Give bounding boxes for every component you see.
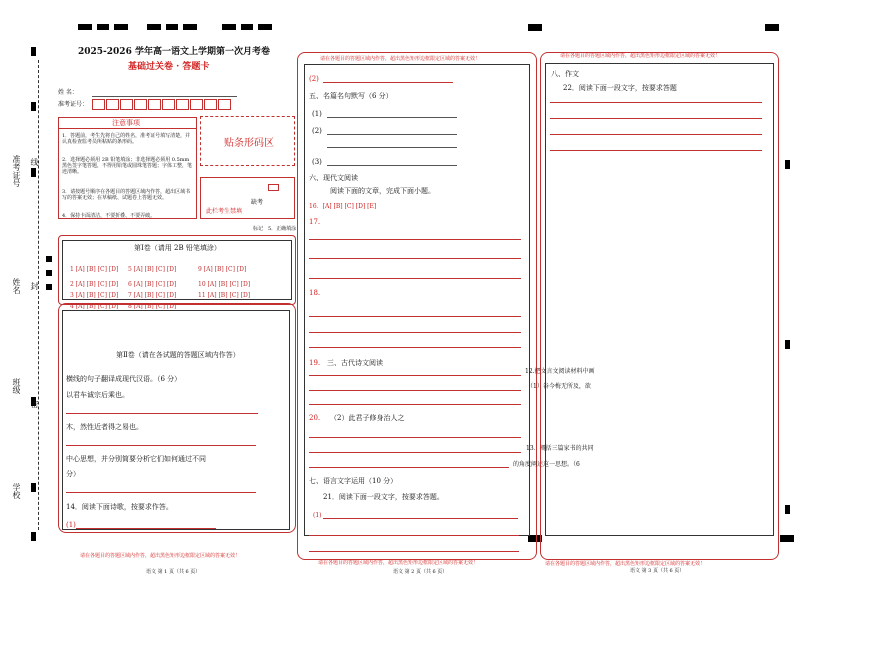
side-line-label: 线 xyxy=(30,158,39,166)
registration-mark xyxy=(528,24,542,31)
registration-mark xyxy=(46,284,52,290)
barcode-label: 贴条形码区 xyxy=(224,138,274,149)
q-19-label: 19. xyxy=(309,359,321,367)
q-17-label: 17. xyxy=(309,218,321,226)
name-label: 姓 名： xyxy=(58,89,78,96)
answer-line[interactable] xyxy=(309,390,521,391)
notice-item: 3．请按题号顺序在各题目的答题区域内作答，超出区域书写的答案无效；在草稿纸、试题卷上答题无效。 xyxy=(62,189,191,201)
side-class-label: 班级 xyxy=(12,378,21,394)
page-title: 2025-2026 学年高一语文上学期第一次月考卷 xyxy=(78,47,270,57)
registration-mark xyxy=(785,340,790,349)
registration-mark xyxy=(97,24,109,30)
registration-mark xyxy=(31,168,36,177)
composition-line[interactable] xyxy=(550,150,762,151)
q-20-text: （2）此君子修身治人之 xyxy=(330,414,405,422)
recite-item-1: (1) xyxy=(312,110,322,118)
side-seal-label: 封 xyxy=(30,282,39,290)
exam-id-grid[interactable] xyxy=(92,99,232,110)
composition-line[interactable] xyxy=(550,118,762,119)
answer-line[interactable] xyxy=(309,551,519,552)
registration-mark xyxy=(114,24,128,30)
answer-line[interactable] xyxy=(327,165,457,166)
choice-row[interactable]: 11 [A] [B] [C] [D] xyxy=(198,292,251,299)
registration-mark xyxy=(765,24,779,31)
question-text: 以君车诚宗后乘也。 xyxy=(66,391,129,399)
choice-row[interactable]: 1 [A] [B] [C] [D] xyxy=(70,266,119,273)
page3-warning-bottom: 请在各题目的答题区域内作答，超出黑色矩形边框限定区域的答案无效！ xyxy=(545,561,706,567)
answer-line[interactable] xyxy=(327,134,457,135)
answer-line[interactable] xyxy=(66,445,256,446)
notice-item: 4．保持卡面清洁，不要折叠、不要弄破。 xyxy=(62,213,156,219)
answer-line[interactable] xyxy=(309,452,521,453)
answer-line[interactable] xyxy=(309,437,521,438)
registration-mark xyxy=(31,532,36,541)
notice-item: 2．选择题必须用 2B 铅笔填涂；非选择题必须用 0.5mm 黑色签字笔答题，不得用铅笔或圆珠笔答题；字体工整，笔迹清晰。 xyxy=(62,157,193,175)
name-field[interactable] xyxy=(92,96,237,97)
q-16-choices[interactable]: 16．[A] [B] [C] [D] [E] xyxy=(309,203,377,210)
answer-line[interactable] xyxy=(309,535,519,536)
q-2-label: (2) xyxy=(309,75,319,83)
page-subtitle: 基础过关卷 · 答题卡 xyxy=(128,62,210,72)
notice-item: 1．答题前，考生先将自己的姓名，准考证号填写清楚，并认真检查监考员所粘贴的条形码。 xyxy=(62,133,191,145)
registration-mark xyxy=(183,24,197,30)
choice-row[interactable]: 6 [A] [B] [C] [D] xyxy=(128,281,177,288)
registration-mark xyxy=(46,270,52,276)
registration-mark xyxy=(147,24,161,30)
overlay-text: 13．概括三篇家书的共同 xyxy=(526,445,594,452)
registration-mark xyxy=(78,24,92,30)
answer-line[interactable] xyxy=(309,278,521,279)
question-text: 分） xyxy=(66,470,80,478)
answer-line[interactable] xyxy=(66,492,256,493)
absent-label: 缺考 xyxy=(251,199,264,206)
registration-mark xyxy=(785,160,790,169)
binding-line xyxy=(38,60,39,530)
registration-mark xyxy=(31,47,36,56)
side-cut-label: 密 xyxy=(30,400,39,408)
choice-row[interactable]: 3 [A] [B] [C] [D] xyxy=(70,292,119,299)
section-8-title: 八、作文 xyxy=(551,70,579,78)
side-name-label: 姓名 xyxy=(12,278,21,294)
page3-footer: 语文 第 3 页（共 6 页） xyxy=(630,568,685,574)
answer-line[interactable] xyxy=(76,528,216,529)
question-text: 中心思想，并分别简要分析它们如何通过不同 xyxy=(66,455,206,463)
composition-line[interactable] xyxy=(550,134,762,135)
exam-id-label: 准考证号： xyxy=(58,101,89,108)
answer-line[interactable] xyxy=(309,467,509,468)
section-5-title: 五、名篇名句默写（6 分） xyxy=(309,92,393,100)
notice-divider xyxy=(58,128,196,129)
q-18-label: 18. xyxy=(309,289,321,297)
registration-mark xyxy=(785,505,790,514)
page2-footer: 语文 第 2 页（共 6 页） xyxy=(393,569,448,575)
choice-row[interactable]: 7 [A] [B] [C] [D] xyxy=(128,292,177,299)
answer-line[interactable] xyxy=(309,332,521,333)
page1-footer: 语文 第 1 页（共 6 页） xyxy=(146,569,201,575)
overlay-text: 12.把文言文阅读材料中画 xyxy=(525,368,595,375)
answer-line[interactable] xyxy=(309,316,521,317)
choice-row[interactable]: 10 [A] [B] [C] [D] xyxy=(198,281,251,288)
reading-intro: 阅读下面的文章，完成下面小题。 xyxy=(330,187,435,195)
answer-line[interactable] xyxy=(309,258,521,259)
registration-mark xyxy=(780,535,794,542)
answer-line[interactable] xyxy=(309,404,521,405)
page2-warning-bottom: 请在各题目的答题区域内作答，超出黑色矩形边框限定区域的答案无效！ xyxy=(318,560,479,566)
section-3-title: 三、古代诗文阅读 xyxy=(327,359,383,367)
registration-mark xyxy=(258,24,272,30)
registration-mark xyxy=(31,483,36,492)
side-school-label: 学校 xyxy=(12,483,21,499)
part2-title: 第Ⅱ卷（请在各试题的答题区域内作答） xyxy=(116,351,240,359)
page2-warning-top: 请在各题目的答题区域内作答，超出黑色矩形边框限定区域的答案无效！ xyxy=(320,56,481,62)
q-21-text: 21．阅读下面一段文字，按要求答题。 xyxy=(323,493,444,501)
choice-row[interactable]: 8 [A] [B] [C] [D] xyxy=(128,303,177,310)
answer-line[interactable] xyxy=(309,347,521,348)
registration-mark xyxy=(241,24,253,30)
composition-line[interactable] xyxy=(550,102,762,103)
answer-line[interactable] xyxy=(323,82,453,83)
absent-checkbox[interactable] xyxy=(268,184,279,191)
registration-mark xyxy=(31,102,36,111)
side-exam-id-label: 准考证号 xyxy=(12,155,21,187)
registration-mark xyxy=(46,256,52,262)
overlay-text: 的角度阐述这一思想。（6 xyxy=(513,461,580,468)
page1-warning: 请在各题目的答题区域内作答，超出黑色矩形边框限定区域的答案无效！ xyxy=(80,553,241,559)
answer-line[interactable] xyxy=(66,413,258,414)
section-6-title: 六、现代文阅读 xyxy=(309,174,358,182)
question-text: (1) xyxy=(66,521,76,529)
q-21-part-1: (1) xyxy=(313,512,322,519)
question-text: 横线的句子翻译成现代汉语。（6 分） xyxy=(66,375,182,383)
fill-example: 5．正确填涂 xyxy=(268,226,297,232)
page1-answer-inner xyxy=(62,310,290,530)
answer-line[interactable] xyxy=(309,375,521,376)
answer-line[interactable] xyxy=(327,147,457,148)
q-22-text: 22．阅读下面一段文字，按要求答题 xyxy=(563,84,677,92)
recite-item-3: (3) xyxy=(312,158,322,166)
recite-item-2: (2) xyxy=(312,127,322,135)
section-7-title: 七、语言文字运用（10 分） xyxy=(309,477,398,485)
answer-line[interactable] xyxy=(309,239,521,240)
notice-title: 注意事项 xyxy=(112,119,140,127)
choice-row[interactable]: 9 [A] [B] [C] [D] xyxy=(198,266,247,273)
absent-note: 此栏考生禁填 xyxy=(206,208,243,215)
part1-title: 第Ⅰ卷（请用 2B 铅笔填涂） xyxy=(134,244,221,252)
registration-mark xyxy=(166,24,178,30)
overlay-text: （1）谷今梅无所及，欲 xyxy=(527,383,591,390)
q-20-label: 20. xyxy=(309,414,321,422)
absent-mark-label: 标记 xyxy=(253,226,264,232)
registration-mark xyxy=(222,24,236,30)
choice-row[interactable]: 2 [A] [B] [C] [D] xyxy=(70,281,119,288)
choice-row[interactable]: 5 [A] [B] [C] [D] xyxy=(128,266,177,273)
choice-row[interactable]: 4 [A] [B] [C] [D] xyxy=(70,303,119,310)
question-text: 木，然性近者得之易也。 xyxy=(66,423,143,431)
question-text: 14．阅读下面诗歌，按要求作答。 xyxy=(66,503,173,511)
page3-warning-top: 请在各题目的答题区域内作答，超出黑色矩形边框限定区域的答案无效！ xyxy=(560,53,721,59)
answer-line[interactable] xyxy=(323,518,518,519)
answer-line[interactable] xyxy=(327,117,457,118)
